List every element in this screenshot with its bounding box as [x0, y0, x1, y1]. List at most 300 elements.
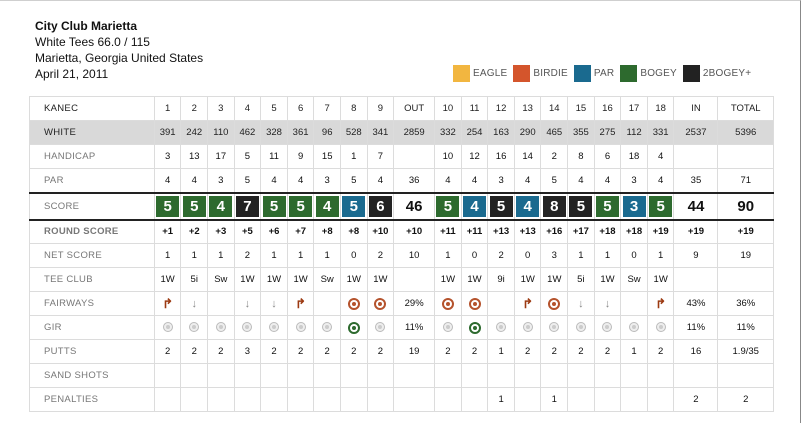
score-cell — [541, 193, 568, 220]
hole-header: 15 — [568, 97, 595, 121]
hole-header: 4 — [234, 97, 261, 121]
putts-cell: 2 — [435, 340, 462, 364]
sand-cell — [261, 364, 288, 388]
penalties-cell: 2 — [718, 388, 774, 412]
fairways-cell — [541, 292, 568, 316]
hole-header: 11 — [461, 97, 488, 121]
miss-short-arrow-icon: ↓ — [191, 297, 197, 310]
white-cell: 355 — [568, 121, 595, 145]
score-box-bogey: 5 — [289, 196, 312, 217]
penalties-cell — [435, 388, 462, 412]
round-cell: +7 — [287, 220, 314, 244]
gir-miss-icon — [216, 322, 226, 332]
score-box-2bogey: 5 — [490, 196, 513, 217]
gir-miss-icon — [163, 322, 173, 332]
sand-cell — [208, 364, 235, 388]
round-cell: +13 — [514, 220, 541, 244]
net-cell: 3 — [541, 244, 568, 268]
handicap-cell: 2 — [541, 145, 568, 169]
hole-header: 5 — [261, 97, 288, 121]
score-cell — [261, 193, 288, 220]
score-row-label: SCORE — [30, 193, 155, 220]
round-cell: +11 — [461, 220, 488, 244]
legend-2bogey — [683, 65, 757, 82]
course-location: Marietta, Georgia United States — [35, 51, 204, 65]
legend-swatch-2bogey — [683, 65, 700, 82]
score-cell — [621, 193, 648, 220]
par-cell: 35 — [674, 169, 718, 193]
score-cell — [568, 193, 595, 220]
gir-cell — [568, 316, 595, 340]
miss-right-arrow-icon: ↱ — [295, 295, 307, 311]
legend-par — [574, 65, 620, 82]
gir-miss-icon — [496, 322, 506, 332]
score-cell — [435, 193, 462, 220]
sand-row — [30, 364, 774, 388]
legend-bogey — [620, 65, 683, 82]
penalties-cell: 2 — [674, 388, 718, 412]
gir-cell — [181, 316, 208, 340]
putts-cell: 2 — [461, 340, 488, 364]
score-total: 44 — [687, 197, 705, 215]
net-row-label: NET SCORE — [30, 244, 155, 268]
round-date: April 21, 2011 — [35, 67, 109, 81]
par-cell: 4 — [261, 169, 288, 193]
scorecard-table — [29, 96, 774, 412]
penalties-cell: 1 — [541, 388, 568, 412]
score-cell — [488, 193, 515, 220]
round-cell: +16 — [541, 220, 568, 244]
club-cell: 5i — [568, 268, 595, 292]
penalties-cell — [154, 388, 181, 412]
handicap-cell: 5 — [234, 145, 261, 169]
white-cell: 391 — [154, 121, 181, 145]
gir-miss-icon — [443, 322, 453, 332]
club-cell: Sw — [621, 268, 648, 292]
club-cell: 9i — [488, 268, 515, 292]
putts-row-label: PUTTS — [30, 340, 155, 364]
par-cell: 5 — [341, 169, 368, 193]
handicap-cell: 9 — [287, 145, 314, 169]
hole-header: IN — [674, 97, 718, 121]
round-row-label: ROUND SCORE — [30, 220, 155, 244]
score-cell — [594, 193, 621, 220]
gir-cell: 11% — [394, 316, 435, 340]
club-cell: Sw — [208, 268, 235, 292]
score-cell — [367, 193, 394, 220]
par-cell: 4 — [594, 169, 621, 193]
fairways-cell — [208, 292, 235, 316]
white-cell: 254 — [461, 121, 488, 145]
miss-short-arrow-icon: ↓ — [244, 297, 251, 310]
white-cell: 290 — [514, 121, 541, 145]
legend-label-2bogey: 2BOGEY+ — [702, 68, 752, 79]
gir-cell — [154, 316, 181, 340]
penalties-cell — [461, 388, 488, 412]
gir-miss-icon — [576, 322, 586, 332]
hole-header: 16 — [594, 97, 621, 121]
course-name: City Club Marietta — [35, 19, 138, 33]
gir-miss-icon — [296, 322, 306, 332]
gir-miss-icon — [656, 322, 666, 332]
score-box-bogey: 5 — [436, 196, 459, 217]
sand-cell — [674, 364, 718, 388]
score-cell — [674, 193, 718, 220]
penalties-cell — [647, 388, 674, 412]
hole-header: 10 — [435, 97, 462, 121]
putts-cell: 1 — [621, 340, 648, 364]
score-box-par: 4 — [463, 196, 486, 217]
handicap-cell: 16 — [488, 145, 515, 169]
net-cell: 1 — [594, 244, 621, 268]
sand-cell — [514, 364, 541, 388]
club-cell: 1W — [594, 268, 621, 292]
fairways-cell — [314, 292, 341, 316]
legend-swatch-birdie — [513, 65, 530, 82]
legend-label-bogey: BOGEY — [640, 68, 677, 79]
hole-header: OUT — [394, 97, 435, 121]
gir-cell — [541, 316, 568, 340]
par-cell: 3 — [208, 169, 235, 193]
white-cell: 465 — [541, 121, 568, 145]
handicap-cell: 7 — [367, 145, 394, 169]
white-row-label: WHITE — [30, 121, 155, 145]
penalties-cell — [287, 388, 314, 412]
club-cell: 1W — [341, 268, 368, 292]
handicap-cell — [718, 145, 774, 169]
white-cell: 275 — [594, 121, 621, 145]
club-cell: 1W — [541, 268, 568, 292]
fairway-hit-target-icon — [548, 298, 560, 310]
gir-cell — [621, 316, 648, 340]
putts-cell: 2 — [568, 340, 595, 364]
hole-header: 17 — [621, 97, 648, 121]
putts-cell: 1.9/35 — [718, 340, 774, 364]
sand-cell — [367, 364, 394, 388]
legend-eagle — [453, 65, 513, 82]
par-row — [30, 169, 774, 193]
sand-cell — [314, 364, 341, 388]
net-cell: 1 — [435, 244, 462, 268]
gir-cell — [314, 316, 341, 340]
handicap-cell: 14 — [514, 145, 541, 169]
gir-row — [30, 316, 774, 340]
score-cell — [287, 193, 314, 220]
white-cell: 163 — [488, 121, 515, 145]
par-cell: 71 — [718, 169, 774, 193]
sand-cell — [594, 364, 621, 388]
round-cell: +11 — [435, 220, 462, 244]
club-cell: 1W — [154, 268, 181, 292]
score-cell — [514, 193, 541, 220]
fairway-hit-target-icon — [348, 298, 360, 310]
score-cell — [314, 193, 341, 220]
score-box-2bogey: 7 — [236, 196, 259, 217]
sand-cell — [488, 364, 515, 388]
net-cell: 1 — [261, 244, 288, 268]
handicap-cell: 6 — [594, 145, 621, 169]
round-cell: +18 — [621, 220, 648, 244]
hole-header: 8 — [341, 97, 368, 121]
gir-miss-icon — [523, 322, 533, 332]
gir-miss-icon — [269, 322, 279, 332]
handicap-cell: 4 — [647, 145, 674, 169]
sand-cell — [181, 364, 208, 388]
round-cell: +5 — [234, 220, 261, 244]
sand-cell — [647, 364, 674, 388]
white-cell: 110 — [208, 121, 235, 145]
putts-cell: 2 — [181, 340, 208, 364]
sand-cell — [718, 364, 774, 388]
sand-cell — [154, 364, 181, 388]
gir-cell — [208, 316, 235, 340]
legend-swatch-bogey — [620, 65, 637, 82]
club-cell: 1W — [367, 268, 394, 292]
score-box-2bogey: 5 — [569, 196, 592, 217]
fairways-cell: 36% — [718, 292, 774, 316]
white-cell: 112 — [621, 121, 648, 145]
gir-cell — [488, 316, 515, 340]
sand-cell — [435, 364, 462, 388]
round-cell: +19 — [718, 220, 774, 244]
gir-cell — [514, 316, 541, 340]
gir-cell — [647, 316, 674, 340]
fairways-cell — [568, 292, 595, 316]
net-cell: 2 — [367, 244, 394, 268]
hole-header: 9 — [367, 97, 394, 121]
fairways-cell: 43% — [674, 292, 718, 316]
miss-right-arrow-icon: ↱ — [655, 295, 667, 311]
club-cell — [718, 268, 774, 292]
gir-miss-icon — [375, 322, 385, 332]
gir-cell — [435, 316, 462, 340]
hole-header: 7 — [314, 97, 341, 121]
putts-cell: 2 — [314, 340, 341, 364]
round-cell: +2 — [181, 220, 208, 244]
round-cell: +1 — [154, 220, 181, 244]
score-box-bogey: 5 — [183, 196, 206, 217]
par-cell: 3 — [314, 169, 341, 193]
score-cell — [718, 193, 774, 220]
penalties-cell — [367, 388, 394, 412]
fairways-cell — [594, 292, 621, 316]
score-cell — [341, 193, 368, 220]
legend-swatch-eagle — [453, 65, 470, 82]
gir-cell — [341, 316, 368, 340]
fairways-cell: 29% — [394, 292, 435, 316]
hole-header: TOTAL — [718, 97, 774, 121]
net-cell: 1 — [287, 244, 314, 268]
sand-row-label: SAND SHOTS — [30, 364, 155, 388]
putts-cell: 2 — [514, 340, 541, 364]
fairways-cell — [461, 292, 488, 316]
white-cell: 5396 — [718, 121, 774, 145]
fairways-cell — [647, 292, 674, 316]
putts-cell: 2 — [208, 340, 235, 364]
score-total: 90 — [737, 197, 755, 215]
course-tees: White Tees 66.0 / 115 — [35, 35, 150, 49]
gir-row-label: GIR — [30, 316, 155, 340]
club-cell: 1W — [261, 268, 288, 292]
club-cell: 1W — [647, 268, 674, 292]
hole-header: 18 — [647, 97, 674, 121]
course-header — [35, 18, 203, 82]
sand-cell — [568, 364, 595, 388]
score-box-bogey: 5 — [156, 196, 179, 217]
penalties-cell — [234, 388, 261, 412]
net-cell: 0 — [621, 244, 648, 268]
round-cell: +18 — [594, 220, 621, 244]
fairways-cell — [287, 292, 314, 316]
round-cell: +6 — [261, 220, 288, 244]
score-cell — [461, 193, 488, 220]
gir-cell — [461, 316, 488, 340]
score-cell — [208, 193, 235, 220]
score-cell — [394, 193, 435, 220]
sand-cell — [541, 364, 568, 388]
sand-cell — [341, 364, 368, 388]
gir-hit-icon — [348, 322, 360, 334]
club-cell: 1W — [287, 268, 314, 292]
club-cell: Sw — [314, 268, 341, 292]
sand-cell — [287, 364, 314, 388]
penalties-row-label: PENALTIES — [30, 388, 155, 412]
net-row — [30, 244, 774, 268]
gir-miss-icon — [549, 322, 559, 332]
legend-label-birdie: BIRDIE — [533, 68, 568, 79]
putts-cell: 2 — [541, 340, 568, 364]
gir-cell: 11% — [718, 316, 774, 340]
sand-cell — [461, 364, 488, 388]
fairways-cell — [181, 292, 208, 316]
putts-cell: 2 — [594, 340, 621, 364]
net-cell: 1 — [181, 244, 208, 268]
fairways-cell — [234, 292, 261, 316]
hole-header: 14 — [541, 97, 568, 121]
club-row — [30, 268, 774, 292]
score-row — [30, 193, 774, 220]
net-cell: 0 — [341, 244, 368, 268]
player-name: KANEC — [30, 97, 155, 121]
score-box-bogey: 5 — [649, 196, 672, 217]
handicap-cell: 12 — [461, 145, 488, 169]
putts-row — [30, 340, 774, 364]
club-row-label: TEE CLUB — [30, 268, 155, 292]
handicap-row — [30, 145, 774, 169]
fairways-cell — [435, 292, 462, 316]
club-cell: 5i — [181, 268, 208, 292]
handicap-cell: 17 — [208, 145, 235, 169]
putts-cell: 2 — [367, 340, 394, 364]
putts-cell: 2 — [647, 340, 674, 364]
gir-miss-icon — [242, 322, 252, 332]
sand-cell — [394, 364, 435, 388]
club-cell: 1W — [461, 268, 488, 292]
hole-header: 2 — [181, 97, 208, 121]
legend-swatch-par — [574, 65, 591, 82]
net-cell: 19 — [718, 244, 774, 268]
putts-cell: 3 — [234, 340, 261, 364]
fairways-cell — [621, 292, 648, 316]
header-row — [30, 97, 774, 121]
miss-short-arrow-icon: ↓ — [604, 297, 611, 310]
fairways-row-label: FAIRWAYS — [30, 292, 155, 316]
club-cell — [394, 268, 435, 292]
hole-header: 3 — [208, 97, 235, 121]
miss-short-arrow-icon: ↓ — [271, 297, 277, 310]
net-cell: 1 — [647, 244, 674, 268]
score-box-bogey: 5 — [596, 196, 619, 217]
penalties-cell — [568, 388, 595, 412]
sand-cell — [621, 364, 648, 388]
putts-cell: 19 — [394, 340, 435, 364]
handicap-cell: 10 — [435, 145, 462, 169]
par-row-label: PAR — [30, 169, 155, 193]
legend-label-par: PAR — [593, 68, 615, 79]
fairways-cell — [514, 292, 541, 316]
score-box-bogey: 5 — [263, 196, 286, 217]
legend-label-eagle: EAGLE — [473, 68, 508, 79]
gir-cell — [287, 316, 314, 340]
fairway-hit-target-icon — [442, 298, 454, 310]
handicap-row-label: HANDICAP — [30, 145, 155, 169]
gir-miss-icon — [189, 322, 199, 332]
putts-cell: 2 — [261, 340, 288, 364]
club-cell: 1W — [234, 268, 261, 292]
net-cell: 1 — [314, 244, 341, 268]
score-legend — [453, 65, 757, 82]
penalties-cell — [314, 388, 341, 412]
gir-miss-icon — [629, 322, 639, 332]
fairway-hit-target-icon — [469, 298, 481, 310]
white-cell: 96 — [314, 121, 341, 145]
par-cell: 36 — [394, 169, 435, 193]
round-cell: +10 — [394, 220, 435, 244]
par-cell: 4 — [367, 169, 394, 193]
fairways-row — [30, 292, 774, 316]
fairways-cell — [488, 292, 515, 316]
gir-cell — [594, 316, 621, 340]
gir-miss-icon — [602, 322, 612, 332]
score-box-2bogey: 8 — [543, 196, 566, 217]
club-cell: 1W — [514, 268, 541, 292]
hole-header: 1 — [154, 97, 181, 121]
white-row — [30, 121, 774, 145]
round-cell: +3 — [208, 220, 235, 244]
hole-header: 13 — [514, 97, 541, 121]
score-cell — [234, 193, 261, 220]
par-cell: 3 — [621, 169, 648, 193]
penalties-cell — [181, 388, 208, 412]
penalties-cell — [514, 388, 541, 412]
net-cell: 9 — [674, 244, 718, 268]
par-cell: 4 — [461, 169, 488, 193]
handicap-cell: 18 — [621, 145, 648, 169]
putts-cell: 16 — [674, 340, 718, 364]
fairways-cell — [261, 292, 288, 316]
putts-cell: 2 — [287, 340, 314, 364]
net-cell: 0 — [461, 244, 488, 268]
handicap-cell: 8 — [568, 145, 595, 169]
white-cell: 242 — [181, 121, 208, 145]
white-cell: 528 — [341, 121, 368, 145]
par-cell: 4 — [287, 169, 314, 193]
par-cell: 4 — [181, 169, 208, 193]
par-cell: 4 — [435, 169, 462, 193]
penalties-cell — [261, 388, 288, 412]
hole-header: 6 — [287, 97, 314, 121]
white-cell: 331 — [647, 121, 674, 145]
